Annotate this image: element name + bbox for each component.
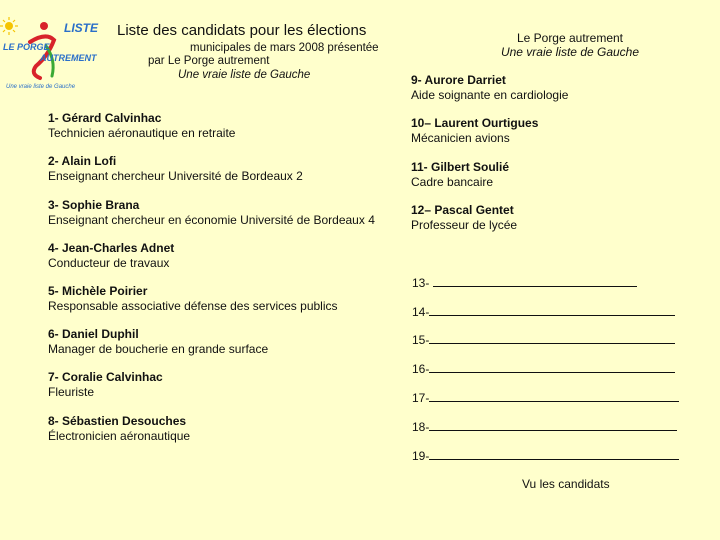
blank-slot-16 [412,362,675,376]
candidate-role: Électronicien aéronautique [48,429,191,443]
blank-line [429,333,675,344]
candidate-12 [411,203,517,233]
candidate-8 [48,414,190,444]
candidate-name: 4- Jean-Charles Adnet [48,241,175,255]
blank-slot-18 [412,420,677,434]
page-subtitle: municipales de mars 2008 présentée [190,42,379,54]
logo-bottom: Une vraie liste de Gauche [6,84,76,90]
presented-by: par Le Porge autrement [148,55,270,67]
candidate-name: 7- Coralie Calvinhac [48,370,163,384]
candidate-role: Enseignant chercheur Université de Bordeaux 2 [48,169,303,183]
candidate-name: 3- Sophie Brana [48,198,140,212]
candidate-name: 2- Alain Lofi [48,154,117,168]
blank-slot-17 [412,391,679,405]
logo-line-1: LE PORGE [3,42,50,52]
candidate-7 [48,370,163,400]
candidate-name: 10– Laurent Ourtigues [411,116,539,130]
blank-slot-19 [412,449,679,463]
candidate-role: Responsable associative défense des services publics [48,299,338,313]
page-title: Liste des candidats pour les élections [117,22,367,39]
slot-number: 16- [412,362,430,376]
blank-slot-13 [412,276,637,290]
candidate-3 [48,198,375,228]
right-header-line-2: Une vraie liste de Gauche [500,45,640,59]
blank-line [429,391,679,402]
candidate-name: 11- Gilbert Soulié [411,160,510,174]
candidate-role: Fleuriste [48,385,95,399]
blank-line [429,449,679,460]
candidate-name: 1- Gérard Calvinhac [48,111,162,125]
candidate-role: Mécanicien avions [411,131,510,145]
sun-icon [0,17,18,35]
candidate-2 [48,154,303,184]
logo [0,16,112,92]
blank-slot-14 [412,305,675,319]
slot-number: 15- [412,333,430,347]
candidate-role: Aide soignante en cardiologie [411,88,569,102]
candidate-role: Professeur de lycée [411,218,518,232]
candidate-11 [411,160,509,190]
candidate-10 [411,116,538,146]
blank-line [429,362,675,373]
tagline: Une vraie liste de Gauche [178,69,311,81]
slot-number: 18- [412,420,430,434]
candidate-role: Cadre bancaire [411,175,494,189]
slot-number: 13- [412,276,433,290]
candidate-name: 5- Michèle Poirier [48,284,148,298]
candidate-name: 6- Daniel Duphil [48,327,139,341]
slot-number: 14- [412,305,430,319]
candidate-6 [48,327,268,357]
candidate-name: 9- Aurore Darriet [411,73,506,87]
candidate-role: Manager de boucherie en grande surface [48,342,269,356]
right-header-line-1: Le Porge autrement [516,31,624,45]
blank-line [429,305,675,316]
candidate-4 [48,241,174,271]
candidate-5 [48,284,338,314]
slot-number: 19- [412,449,430,463]
slot-number: 17- [412,391,430,405]
candidate-role: Enseignant chercheur en économie Université de Bordeaux 4 [48,213,375,227]
candidate-1 [48,111,235,141]
logo-word-liste: LISTE [64,21,99,35]
candidate-role: Conducteur de travaux [48,256,170,270]
footer-note: Vu les candidats [522,477,610,491]
blank-slot-15 [412,333,675,347]
candidate-name: 12– Pascal Gentet [411,203,514,217]
right-header [470,31,670,59]
blank-line [433,276,637,287]
candidate-9 [411,73,568,103]
blank-line [429,420,677,431]
logo-line-2: AUTREMENT [40,53,97,63]
candidate-name: 8- Sébastien Desouches [48,414,187,428]
candidate-role: Technicien aéronautique en retraite [48,126,236,140]
